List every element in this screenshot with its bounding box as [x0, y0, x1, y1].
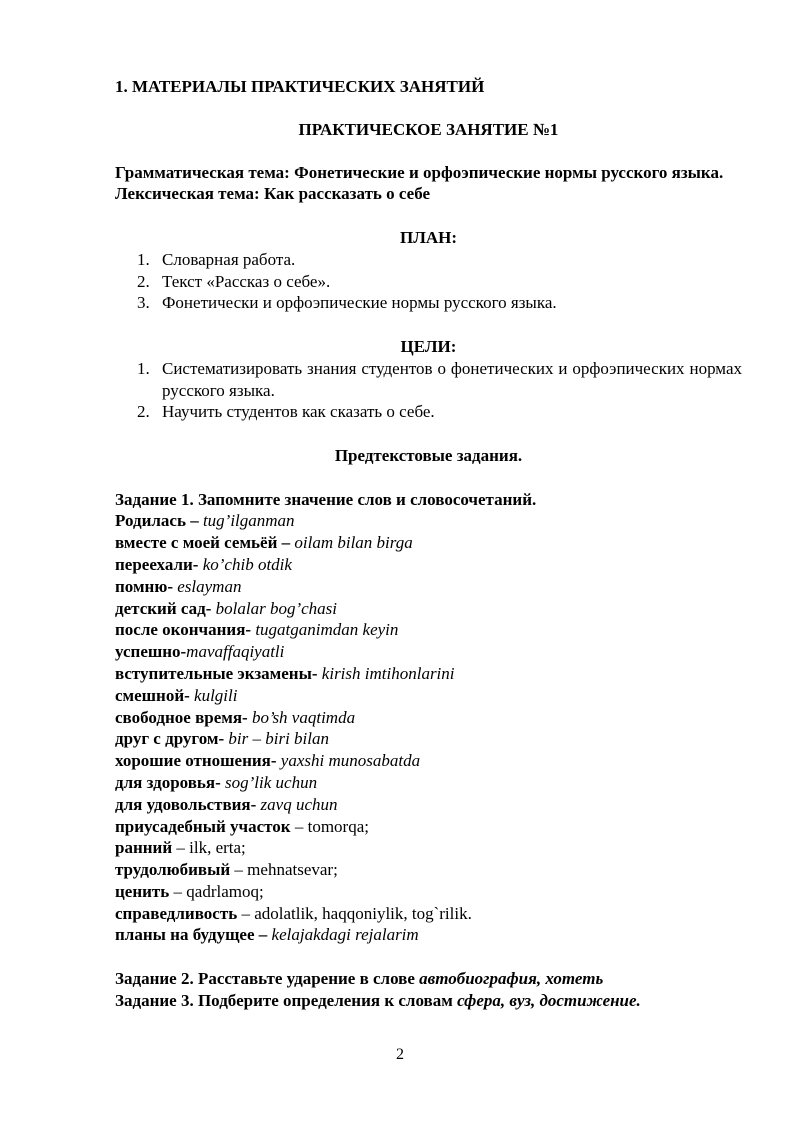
section-title: 1. МАТЕРИАЛЫ ПРАКТИЧЕСКИХ ЗАНЯТИЙ: [115, 77, 485, 96]
plan-item-text: Текст «Рассказ о себе».: [162, 271, 331, 291]
goal-item-text: Научить студентов как сказать о себе.: [162, 402, 435, 422]
vocab-translation: bir – biri bilan: [228, 729, 329, 749]
vocab-translation: kirish imtihonlarini: [321, 663, 455, 683]
vocab-entry: [115, 576, 742, 598]
lexical-topic: Лексическая тема: Как рассказать о себе: [115, 184, 431, 204]
page-number: 2: [396, 1046, 404, 1063]
vocab-translation: kelajakdagi rejalarim: [271, 925, 419, 945]
vocab-translation: – adolatlik, haqqoniylik, tog`rilik.: [241, 903, 472, 923]
vocab-entry: [115, 619, 742, 641]
vocab-entry: [115, 685, 742, 707]
vocab-entry: [115, 881, 742, 903]
vocab-term: планы на будущее –: [115, 925, 268, 945]
vocab-entry: [115, 598, 742, 620]
vocab-entry: [115, 663, 742, 685]
vocab-term: трудолюбивый: [115, 860, 231, 880]
page-content: [115, 76, 742, 1012]
plan-list: [115, 249, 742, 314]
plan-heading: ПЛАН:: [399, 227, 458, 247]
task2-words: автобиография, хотеть: [419, 969, 604, 989]
vocab-term: после окончания-: [115, 620, 252, 640]
task2-title: Задание 2. Расставьте ударение в слове: [115, 969, 415, 989]
task2: [115, 968, 742, 990]
vocab-translation: – qadrlamoq;: [173, 881, 264, 901]
task3-title: Задание 3. Подберите определения к словам: [115, 990, 453, 1010]
vocab-term: ранний: [115, 838, 173, 858]
vocab-entry: [115, 772, 742, 794]
vocab-translation: sog’lik uchun: [225, 772, 318, 792]
vocab-term: вступительные экзамены-: [115, 663, 318, 683]
plan-item-number: 3.: [137, 293, 150, 313]
vocab-translation: yaxshi munosabatda: [280, 751, 421, 771]
vocabulary-list: [115, 510, 742, 946]
vocab-translation: bo’sh vaqtimda: [251, 707, 356, 727]
vocab-translation: ko’chib otdik: [202, 554, 292, 574]
vocab-entry: [115, 859, 742, 881]
plan-item-number: 1.: [137, 249, 150, 269]
vocab-translation: bolalar bog’chasi: [215, 598, 338, 618]
task3: [115, 990, 742, 1012]
vocab-term: справедливость: [115, 903, 238, 923]
vocab-entry: [115, 641, 742, 663]
vocab-term: для удовольствия-: [115, 794, 257, 814]
vocab-translation: kulgili: [194, 685, 238, 705]
vocab-term: успешно-: [115, 642, 187, 662]
goal-item-text: Систематизировать знания студентов о фонетических и орфоэпических нормах русского языка.: [162, 358, 742, 400]
vocab-term: переехали-: [115, 554, 199, 574]
vocab-translation: zavq uchun: [260, 794, 338, 814]
vocab-term: смешной-: [115, 685, 190, 705]
vocab-translation: tugatganimdan keyin: [255, 620, 399, 640]
vocab-entry: [115, 903, 742, 925]
pretext-heading: Предтекстовые задания.: [334, 445, 523, 465]
vocab-entry: [115, 924, 742, 946]
plan-item: [115, 292, 742, 314]
vocab-entry: [115, 794, 742, 816]
vocab-translation: – mehnatsevar;: [234, 860, 338, 880]
vocab-translation: tug’ilganman: [202, 511, 295, 531]
vocab-translation: – tomorqa;: [294, 816, 369, 836]
vocab-term: приусадебный участок: [115, 816, 291, 836]
goals-list: [115, 358, 742, 423]
vocab-term: вместе с моей семьёй –: [115, 533, 291, 553]
vocab-entry: [115, 554, 742, 576]
vocab-term: помню-: [115, 576, 173, 596]
vocab-entry: [115, 816, 742, 838]
vocab-term: ценить: [115, 881, 170, 901]
vocab-term: Родилась –: [115, 511, 199, 531]
plan-item-number: 2.: [137, 271, 150, 291]
vocab-translation: mavaffaqiyatli: [186, 642, 285, 662]
goals-heading: ЦЕЛИ:: [400, 336, 457, 356]
goal-item: [115, 401, 742, 423]
vocab-entry: [115, 532, 742, 554]
task1-title: Задание 1. Запомните значение слов и словосочетаний.: [115, 489, 537, 509]
vocab-translation: oilam bilan birga: [294, 533, 413, 553]
vocab-term: для здоровья-: [115, 772, 221, 792]
vocab-term: друг с другом-: [115, 729, 225, 749]
vocab-entry: [115, 837, 742, 859]
plan-item-text: Словарная работа.: [162, 249, 296, 269]
vocab-entry: [115, 750, 742, 772]
vocab-entry: [115, 707, 742, 729]
vocab-translation: – ilk, erta;: [176, 838, 246, 858]
vocab-term: свободное время-: [115, 707, 248, 727]
vocab-entry: [115, 510, 742, 532]
vocab-entry: [115, 728, 742, 750]
task3-words: сфера, вуз, достижение.: [457, 990, 641, 1010]
plan-item-text: Фонетически и орфоэпические нормы русского языка.: [162, 293, 557, 313]
grammar-topic: Грамматическая тема: Фонетические и орфоэпические нормы русского языка.: [115, 162, 724, 182]
vocab-term: детский сад-: [115, 598, 212, 618]
plan-item: [115, 271, 742, 293]
lesson-title: ПРАКТИЧЕСКОЕ ЗАНЯТИЕ №1: [298, 119, 559, 139]
goal-item-number: 1.: [137, 358, 150, 378]
vocab-term: хорошие отношения-: [115, 751, 277, 771]
vocab-translation: eslayman: [177, 576, 242, 596]
plan-item: [115, 249, 742, 271]
goal-item-number: 2.: [137, 402, 150, 422]
goal-item: [115, 358, 742, 402]
